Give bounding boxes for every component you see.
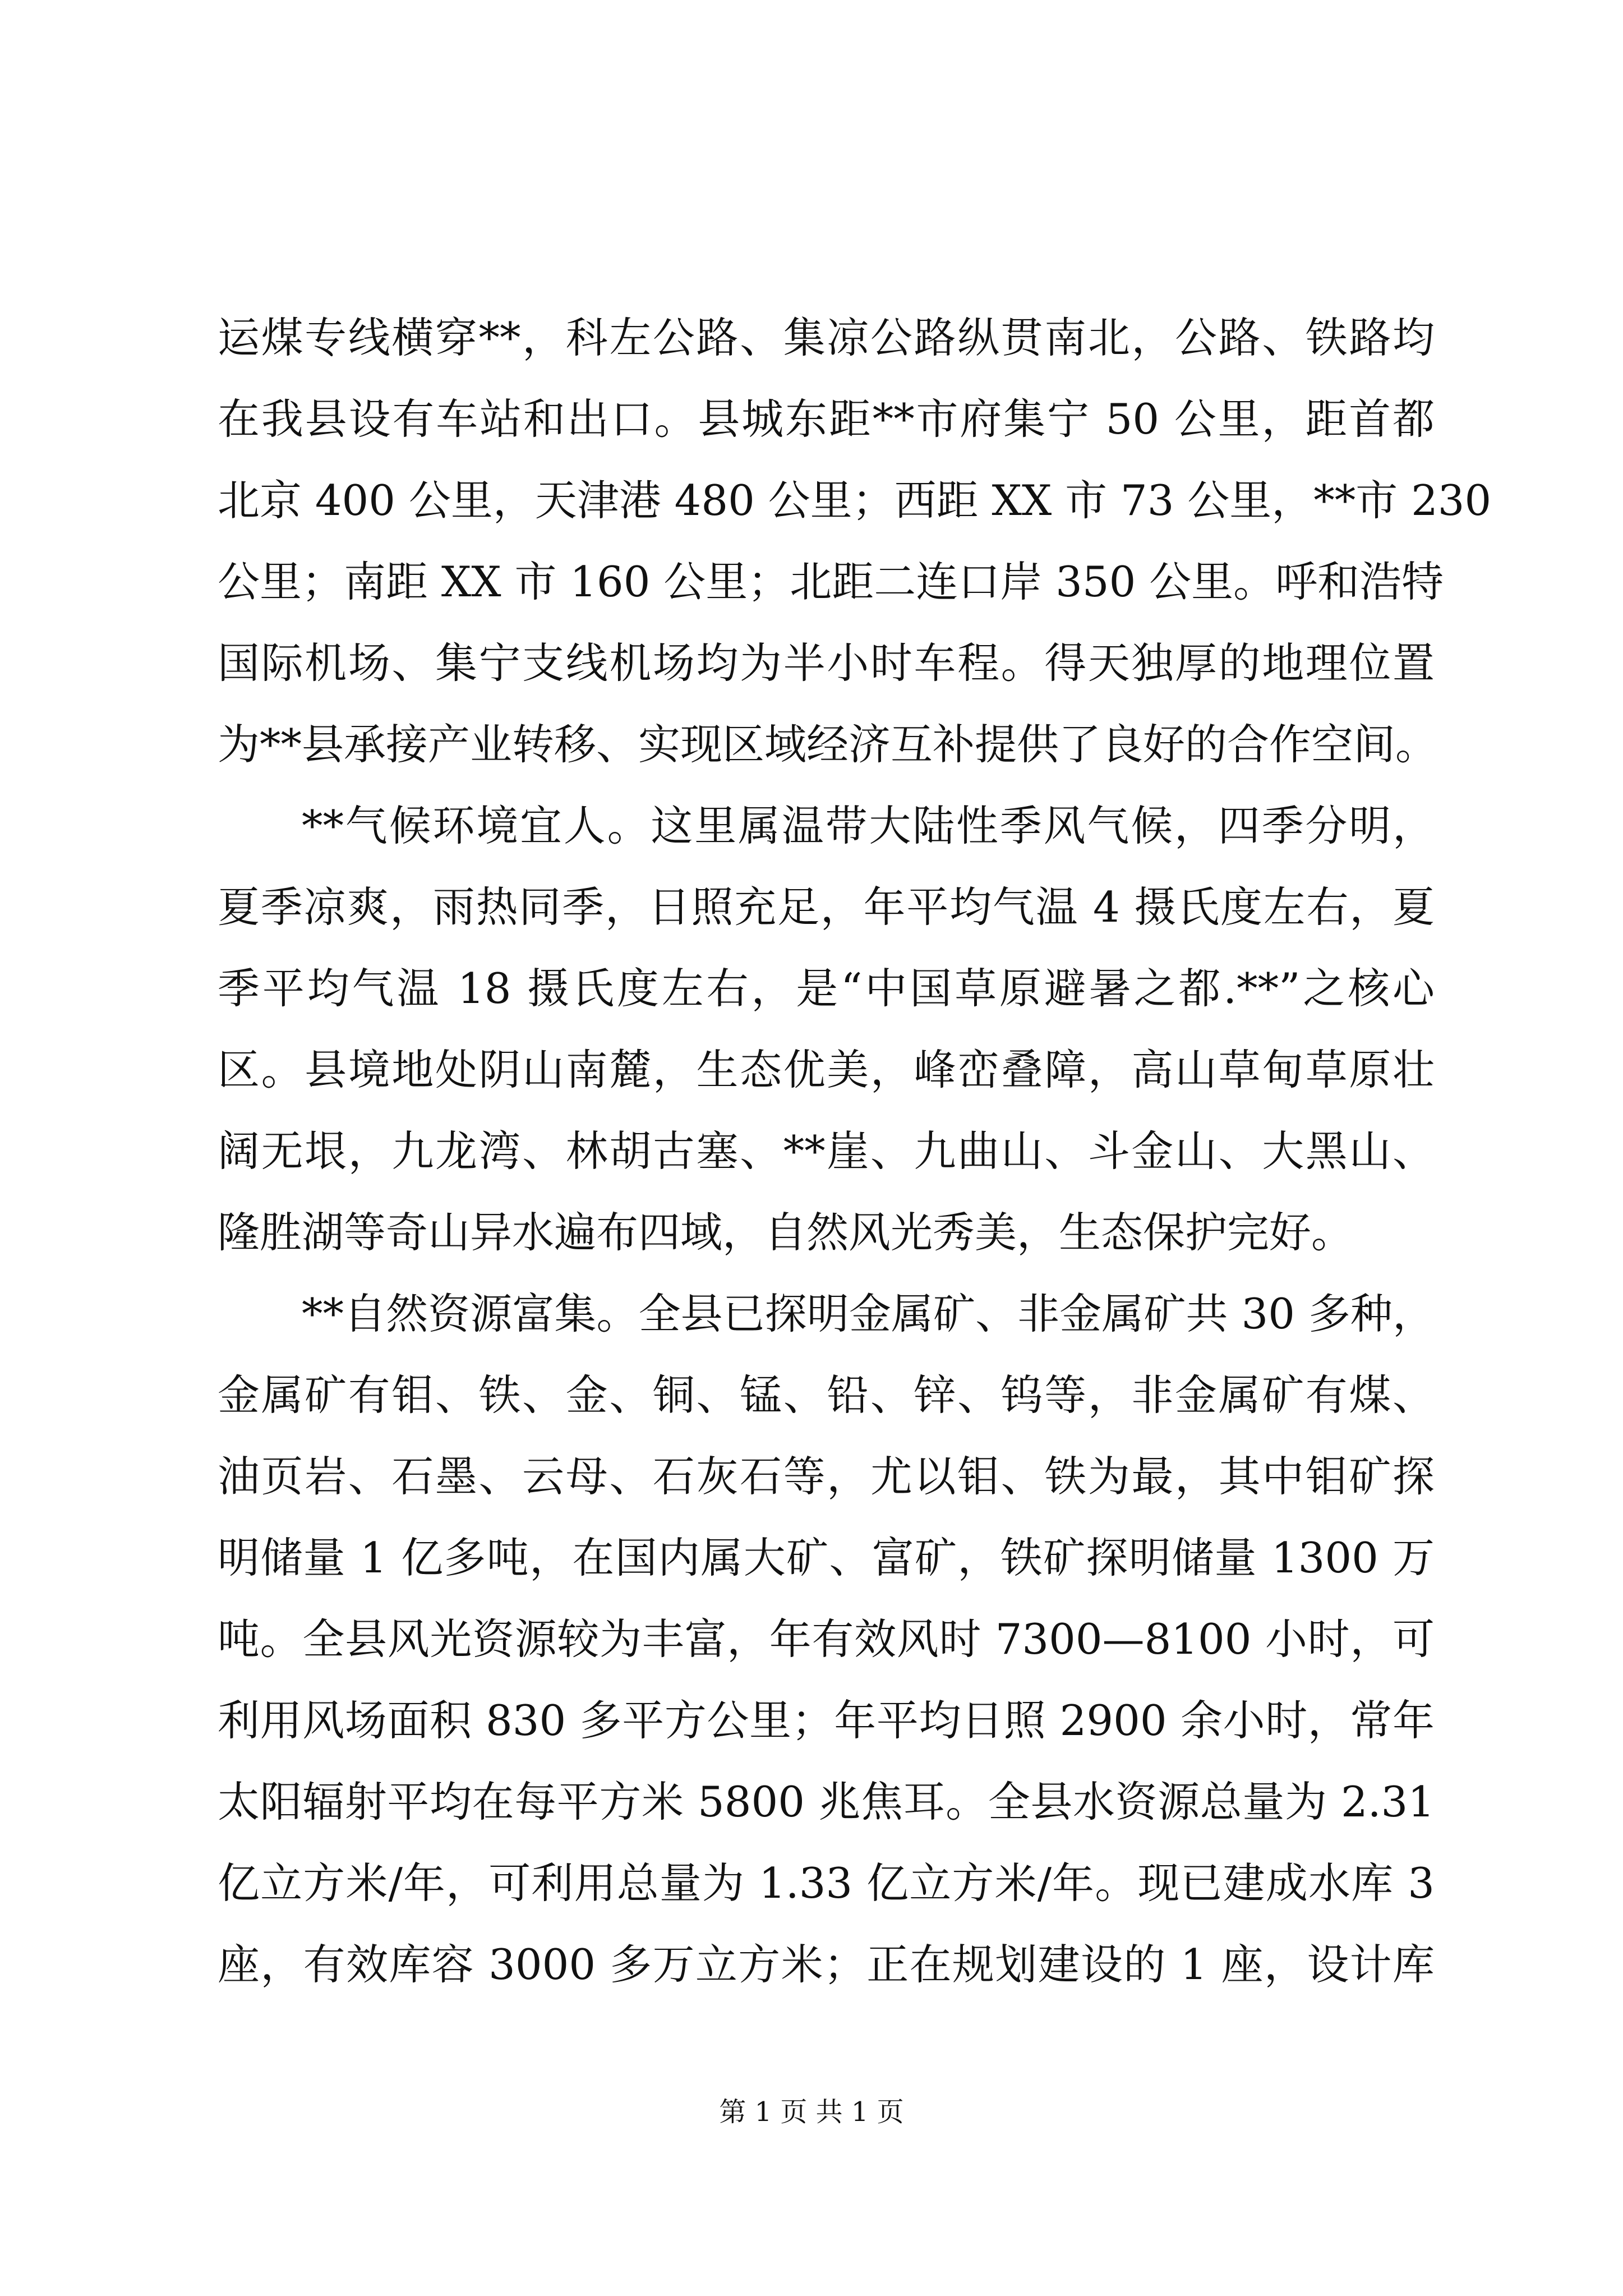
text-line: 为**县承接产业转移、实现区域经济互补提供了良好的合作空间。 [218, 720, 1438, 769]
text-line: 北京 400 公里，天津港 480 公里；西距 XX 市 73 公里，**市 230 [218, 476, 1492, 525]
text-line: 季平均气温 18 摄氏度左右，是“中国草原避暑之都.**”之核心 [218, 964, 1435, 1013]
text-line: 明储量 1 亿多吨，在国内属大矿、富矿，铁矿探明储量 1300 万 [218, 1533, 1435, 1582]
text-line: 太阳辐射平均在每平方米 5800 兆焦耳。全县水资源总量为 2.31 [218, 1777, 1435, 1826]
text-line: 在我县设有车站和出口。县城东距**市府集宁 50 公里，距首都 [218, 394, 1435, 444]
document-body [218, 297, 1492, 2005]
text-line: 油页岩、石墨、云母、石灰石等，尤以钼、铁为最，其中钼矿探 [218, 1452, 1435, 1501]
text-line: 公里；南距 XX 市 160 公里；北距二连口岸 350 公里。呼和浩特 [218, 557, 1444, 606]
text-line: 夏季凉爽，雨热同季，日照充足，年平均气温 4 摄氏度左右，夏 [218, 882, 1435, 932]
text-line: 亿立方米/年，可利用总量为 1.33 亿立方米/年。现已建成水库 3 [218, 1858, 1435, 1908]
text-line: 阔无垠，九龙湾、林胡古塞、**崖、九曲山、斗金山、大黑山、 [218, 1126, 1435, 1176]
text-line: 国际机场、集宁支线机场均为半小时车程。得天独厚的地理位置 [218, 638, 1435, 688]
page-footer: 第 1 页 共 1 页 [719, 2096, 904, 2128]
text-line: 座，有效库容 3000 多万立方米；正在规划建设的 1 座，设计库 [218, 1940, 1435, 1989]
text-line: 区。县境地处阴山南麓，生态优美，峰峦叠障，高山草甸草原壮 [218, 1045, 1435, 1094]
paragraph-first-line: **气候环境宜人。这里属温带大陆性季风气候，四季分明， [302, 801, 1435, 850]
text-line: 运煤专线横穿**，科左公路、集凉公路纵贯南北，公路、铁路均 [218, 313, 1435, 362]
paragraph-first-line: **自然资源富集。全县已探明金属矿、非金属矿共 30 多种， [302, 1289, 1435, 1338]
paragraph-last-line: 隆胜湖等奇山异水遍布四域，自然风光秀美，生态保护完好。 [218, 1208, 1354, 1257]
text-line: 金属矿有钼、铁、金、铜、锰、铅、锌、钨等，非金属矿有煤、 [218, 1370, 1435, 1420]
text-line: 吨。全县风光资源较为丰富，年有效风时 7300—8100 小时，可 [218, 1614, 1435, 1664]
text-line: 利用风场面积 830 多平方公里；年平均日照 2900 余小时，常年 [218, 1696, 1435, 1745]
